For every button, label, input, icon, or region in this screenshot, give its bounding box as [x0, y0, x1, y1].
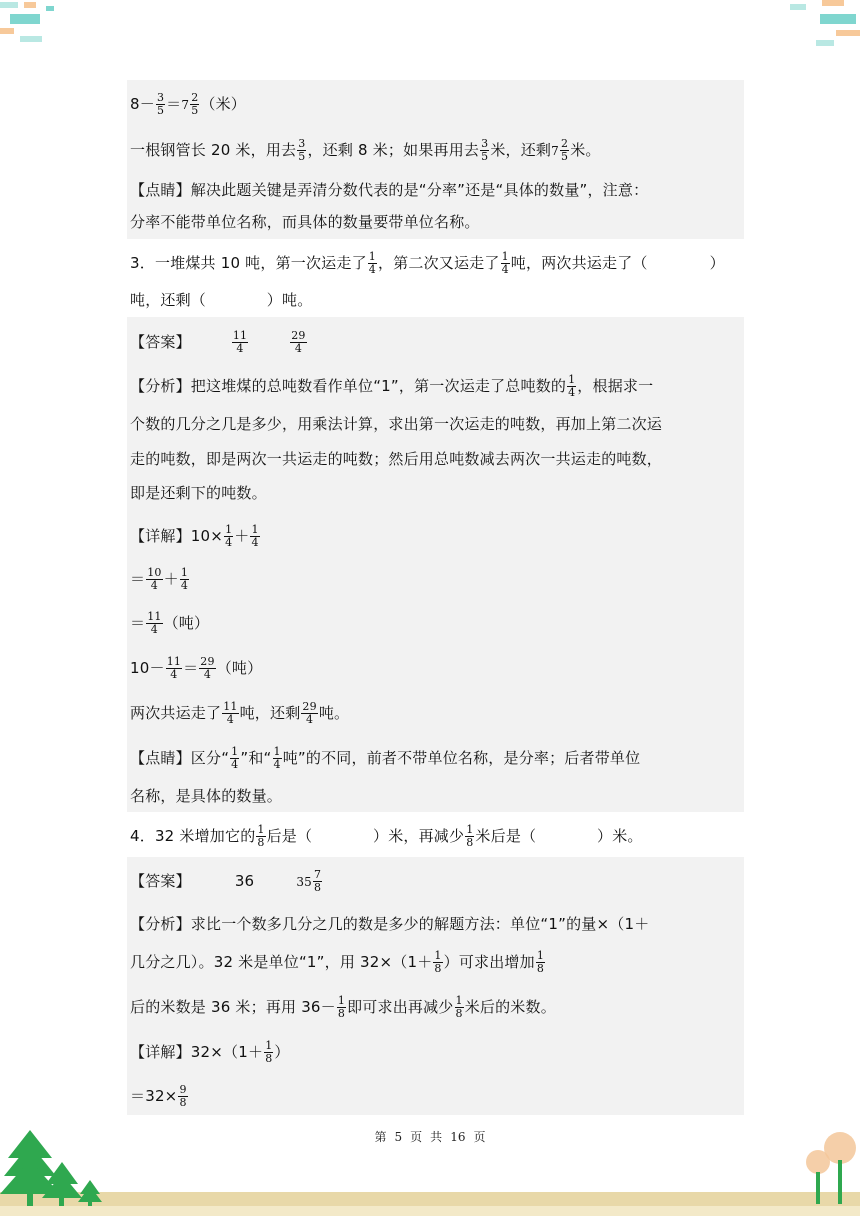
fraction: $\frac{1}{4}$: [251, 523, 259, 549]
fraction: $\frac{3}{5}$: [156, 91, 165, 117]
ground-strip-lower: [0, 1206, 860, 1216]
fraction: $\frac{1}{8}$: [265, 1039, 273, 1065]
fraction: $\frac{1}{8}$: [434, 949, 442, 975]
fraction: $\frac{1}{8}$: [536, 949, 545, 975]
tree-decoration: [0, 1128, 110, 1208]
fraction: $\frac{1}{4}$: [180, 566, 189, 592]
hint-line: 名称，是具体的数量。: [130, 787, 283, 805]
corner-decoration-top-right: [780, 0, 860, 50]
analysis-line: 后的米数是 36 米；再用 36－ $\frac{1}{8}$ 即可求出再减少 $\frac{1}{8}$ 米后的米数。: [130, 994, 556, 1020]
hint-line: 【点睛】解决此题关键是弄清分数代表的是“分率”还是“具体的数量”，注意：: [130, 181, 649, 199]
fraction: $\frac{3}{5}$: [298, 137, 306, 163]
fraction: $\frac{11}{4}$: [223, 700, 238, 726]
question-3-cont: 吨，还剩（ ）吨。: [130, 291, 313, 309]
detail-line: ＝ $\frac{11}{4}$ （吨）: [130, 610, 210, 636]
fraction: $\frac{2}{5}$: [191, 91, 199, 117]
fraction: $\frac{1}{8}$: [257, 823, 265, 849]
fraction: $\frac{29}{4}$: [302, 700, 317, 726]
fraction: $\frac{1}{4}$: [501, 250, 509, 276]
round-tree-decoration: [796, 1130, 860, 1210]
fraction: $\frac{29}{4}$: [291, 329, 306, 355]
analysis-line: 【分析】把这堆煤的总吨数看作单位“1”，第一次运走了总吨数的 $\frac{1}{4}$ ，根据求一: [130, 373, 654, 399]
answer-3: 【答案】 $\frac{11}{4}$ $\frac{29}{4}$: [130, 329, 306, 355]
page-number: 5: [394, 1130, 403, 1144]
page-footer: 第 5 页 共 16 页: [374, 1130, 486, 1144]
answer-4: 【答案】 36 35 $\frac{7}{8}$: [130, 868, 322, 894]
fraction: $\frac{7}{8}$: [313, 868, 322, 894]
analysis-line: 走的吨数，即是两次一共运走的吨数；然后用总吨数减去两次一共运走的吨数，: [130, 450, 663, 468]
fraction: $\frac{1}{4}$: [225, 523, 233, 549]
analysis-line: 个数的几分之几是多少，用乘法计算，求出第一次运走的吨数，再加上第二次运: [130, 415, 663, 433]
analysis-line: 即是还剩下的吨数。: [130, 484, 267, 502]
hint-line: 【点睛】区分“ $\frac{1}{4}$ ”和“ $\frac{1}{4}$ 吨”的不同，前者不带单位名称，是分率；后者带单位: [130, 745, 641, 771]
fraction: $\frac{11}{4}$: [166, 655, 182, 681]
fraction: $\frac{29}{4}$: [200, 655, 215, 681]
fraction: $\frac{11}{4}$: [232, 329, 248, 355]
corner-decoration-top-left: [0, 0, 80, 50]
detail-line: ＝32× $\frac{9}{8}$: [130, 1083, 187, 1109]
fraction: $\frac{1}{8}$: [337, 994, 346, 1020]
analysis-line: 几分之几）。32 米是单位“1”，用 32×（1＋ $\frac{1}{8}$ ）可求出增加 $\frac{1}{8}$: [130, 949, 545, 975]
question-3: 3．一堆煤共 10 吨，第一次运走了 $\frac{1}{4}$ ，第二次又运走了 $\frac{1}{4}$ 吨，两次共运走了（ ）: [130, 250, 725, 276]
detail-line: ＝ $\frac{10}{4}$ ＋ $\frac{1}{4}$: [130, 566, 189, 592]
total-pages: 16: [450, 1130, 466, 1144]
fraction: $\frac{11}{4}$: [147, 610, 162, 636]
analysis-line: 【分析】求比一个数多几分之几的数是多少的解题方法：单位“1”的量×（1＋: [130, 915, 650, 933]
detail-line: 【详解】32×（1＋ $\frac{1}{8}$ ）: [130, 1039, 290, 1065]
fraction: $\frac{2}{5}$: [560, 137, 569, 163]
detail-line: 【详解】10× $\frac{1}{4}$ ＋ $\frac{1}{4}$: [130, 523, 259, 549]
fraction: $\frac{10}{4}$: [147, 566, 162, 592]
fraction: $\frac{9}{8}$: [179, 1083, 187, 1109]
fraction: $\frac{1}{4}$: [273, 745, 281, 771]
detail-line: 两次共运走了 $\frac{11}{4}$ 吨，还剩 $\frac{29}{4}$ 吨。: [130, 700, 350, 726]
ground-strip: [0, 1192, 860, 1206]
calc-line: 8－ $\frac{3}{5}$ ＝7 $\frac{2}{5}$ （米）: [130, 91, 247, 117]
hint-line: 分率不能带单位名称，而具体的数量要带单位名称。: [130, 213, 480, 231]
question-4: 4．32 米增加它的 $\frac{1}{8}$ 后是（ ）米，再减少 $\frac{1}{8}$ 米后是（ ）米。: [130, 823, 643, 849]
fraction: $\frac{1}{4}$: [568, 373, 576, 399]
summary-line: 一根钢管长 20 米，用去 $\frac{3}{5}$ ，还剩 8 米；如果再用去 $\frac{3}{5}$ 米，还剩7 $\frac{2}{5}$ 米。: [130, 137, 601, 163]
solution-box-q4: [127, 857, 744, 1115]
fraction: $\frac{1}{4}$: [231, 745, 239, 771]
fraction: $\frac{1}{4}$: [368, 250, 376, 276]
fraction: $\frac{1}{8}$: [455, 994, 463, 1020]
detail-line: 10－ $\frac{11}{4}$ ＝ $\frac{29}{4}$ （吨）: [130, 655, 263, 681]
fraction: $\frac{3}{5}$: [481, 137, 489, 163]
fraction: $\frac{1}{8}$: [466, 823, 474, 849]
